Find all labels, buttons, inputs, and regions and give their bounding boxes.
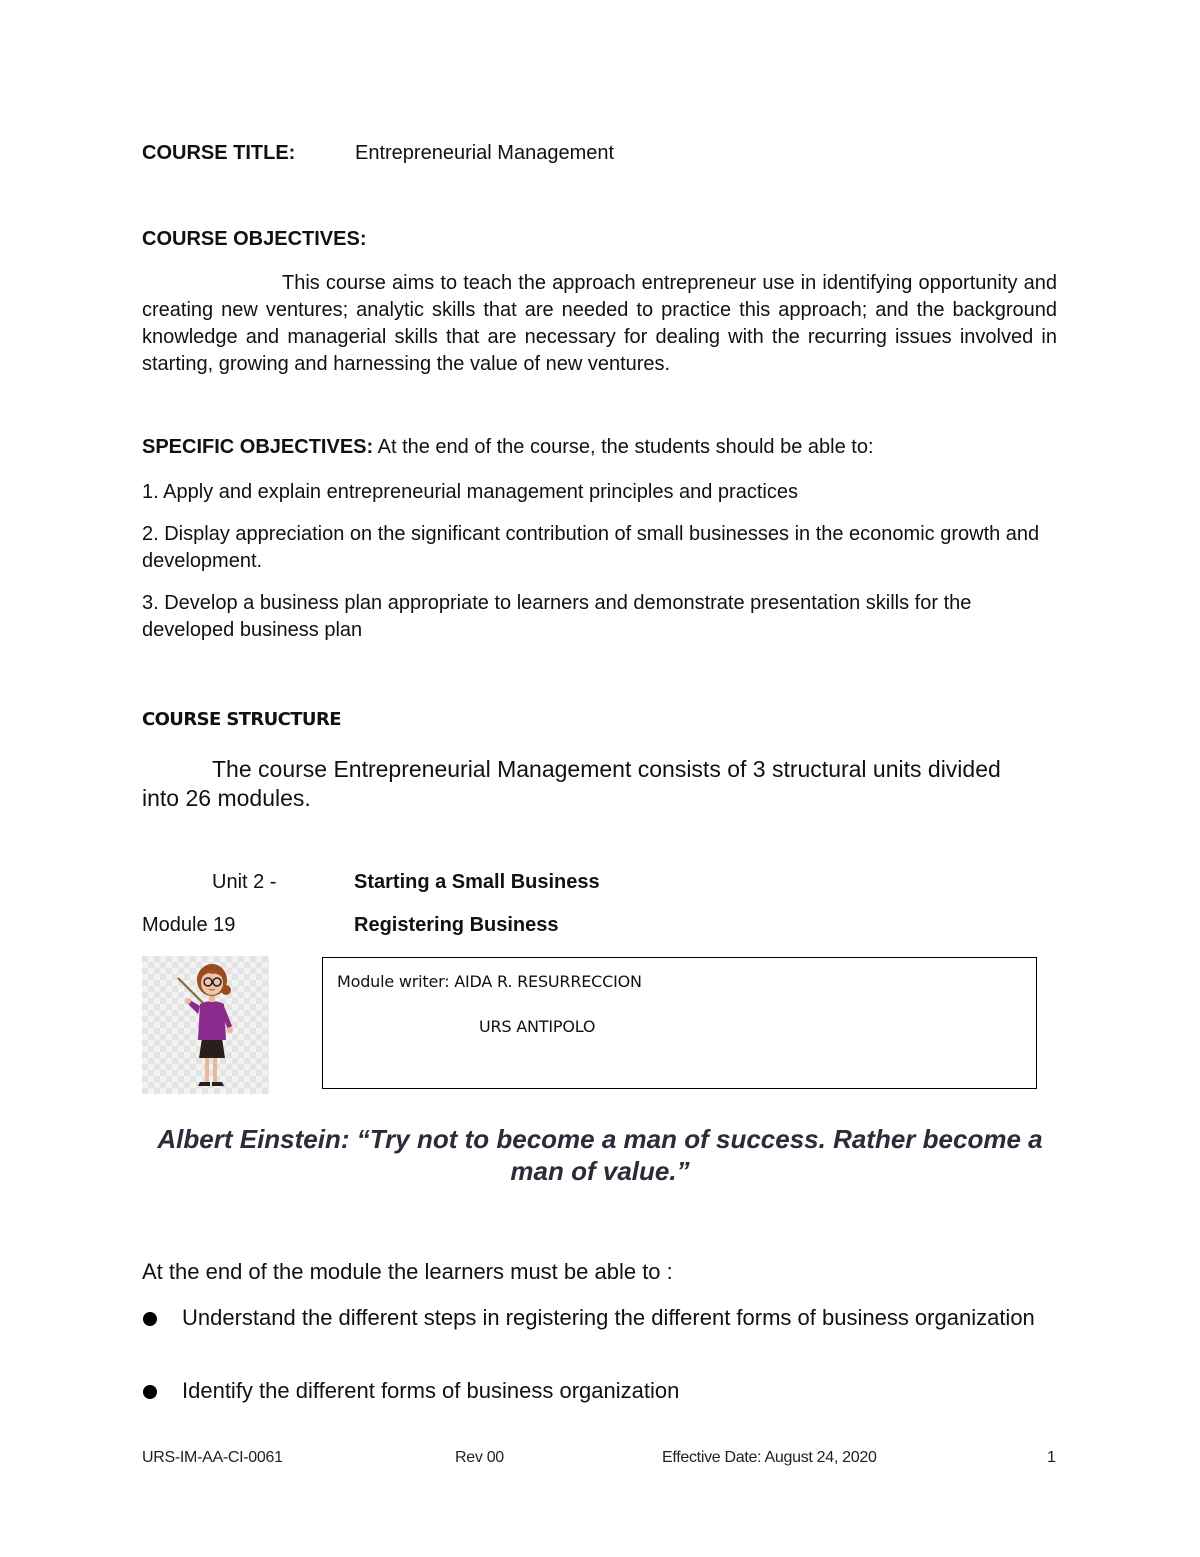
einstein-quote: Albert Einstein: “Try not to become a man of success. Rather become a man of value.” <box>157 1124 1043 1186</box>
course-structure-label: COURSE STRUCTURE <box>142 709 341 730</box>
bullet-dot-icon <box>143 1312 157 1326</box>
course-title-row <box>142 142 615 165</box>
course-title-label: COURSE TITLE: <box>142 142 296 164</box>
learning-outcomes-intro: At the end of the module the learners must be able to : <box>142 1259 673 1284</box>
course-objectives-text: This course aims to teach the approach entrepreneur use in identifying opportunity and creating new ventures; analytic skills that are needed to practice this approach; and the background knowledge and managerial skills that are necessary for dealing with the recurring issues involved in starting, growing and harnessing the value of new ventures. <box>142 272 1057 375</box>
specific-objectives-row <box>142 436 874 459</box>
specific-objective-item: 1. Apply and explain entrepreneurial management principles and practices <box>142 481 798 503</box>
module-label: Module 19 <box>142 914 236 936</box>
module-writer-school: URS ANTIPOLO <box>479 1017 596 1036</box>
footer-revision: Rev 00 <box>455 1449 504 1466</box>
footer-page-number: 1 <box>1047 1449 1056 1466</box>
course-title-value: Entrepreneurial Management <box>355 142 615 164</box>
learning-outcome-item: Identify the different forms of business organization <box>182 1378 680 1403</box>
learning-outcome-item: Understand the different steps in registering the different forms of business organization <box>182 1305 1035 1330</box>
course-objectives-paragraph <box>142 270 1057 378</box>
specific-objectives-intro: At the end of the course, the students should be able to: <box>373 436 874 458</box>
unit-title: Starting a Small Business <box>354 871 600 893</box>
module-title: Registering Business <box>354 914 559 936</box>
bullet-dot-icon <box>143 1385 157 1399</box>
specific-objective-item: 2. Display appreciation on the significant contribution of small businesses in the economic growth and development. <box>142 523 1040 572</box>
module-writer-line: Module writer: AIDA R. RESURRECCION <box>337 972 642 991</box>
unit-label: Unit 2 - <box>212 871 277 893</box>
module-writer-box <box>322 957 1037 1089</box>
course-structure-text: The course Entrepreneurial Management consists of 3 structural units divided into 26 modules. <box>142 756 1001 811</box>
footer-document-code: URS-IM-AA-CI-0061 <box>142 1449 283 1466</box>
course-structure-paragraph <box>142 755 1042 813</box>
course-objectives-label: COURSE OBJECTIVES: <box>142 228 367 250</box>
teacher-illustration <box>142 956 269 1094</box>
specific-objective-item: 3. Develop a business plan appropriate to learners and demonstrate presentation skills for the developed business plan <box>142 592 972 641</box>
footer-effective-date: Effective Date: August 24, 2020 <box>662 1449 877 1466</box>
specific-objectives-label: SPECIFIC OBJECTIVES: <box>142 436 374 458</box>
